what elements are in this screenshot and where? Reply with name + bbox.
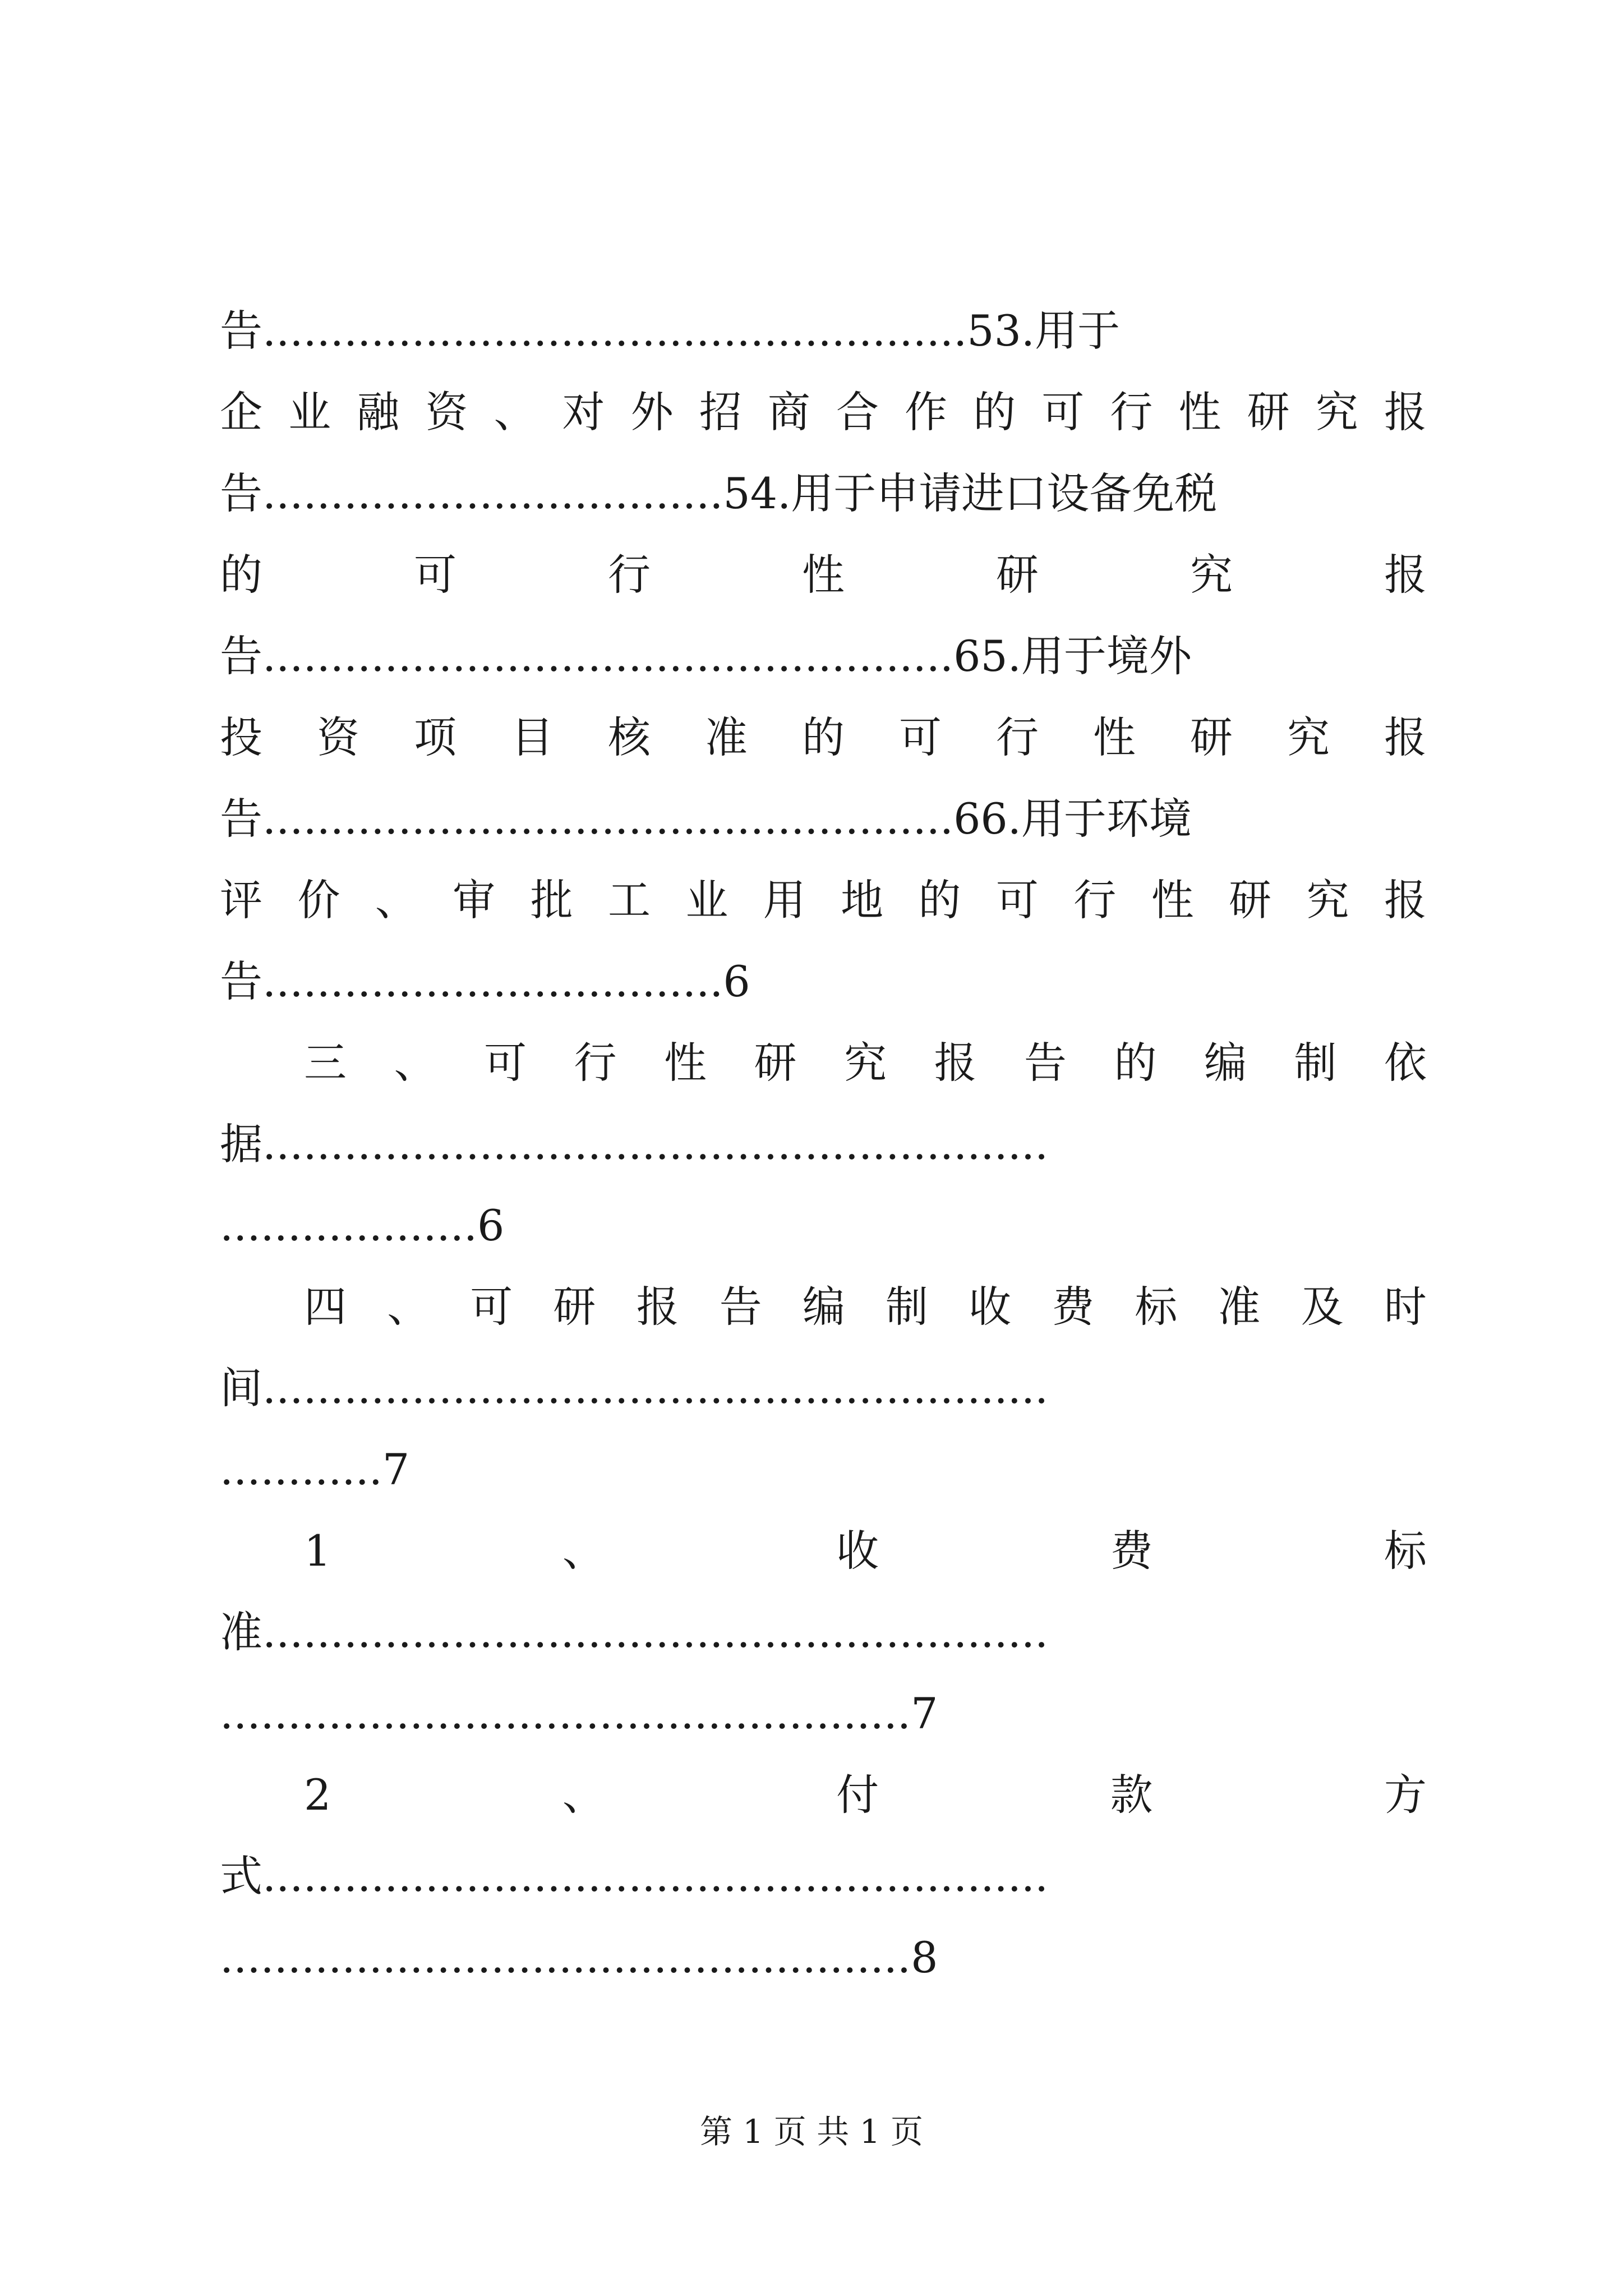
toc-char: 企	[220, 387, 262, 437]
toc-char: 性	[664, 1038, 707, 1088]
toc-char: 可	[899, 712, 942, 762]
toc-char: 标	[1135, 1282, 1178, 1332]
toc-char: 可	[414, 550, 457, 600]
toc-char: 付	[836, 1770, 879, 1820]
toc-char: 究	[844, 1038, 887, 1088]
toc-char: 行	[574, 1038, 617, 1088]
toc-char: 工	[607, 875, 651, 925]
toc-char: 业	[685, 875, 728, 925]
toc-char: 究	[1306, 875, 1349, 925]
toc-char: 款	[1110, 1770, 1153, 1820]
toc-char: 、	[562, 1770, 605, 1820]
toc-char: 业	[288, 387, 331, 437]
toc-line-12: ...................6	[220, 1200, 505, 1250]
toc-char: 性	[802, 550, 845, 600]
toc-char: 商	[767, 387, 810, 437]
toc-char: 报	[636, 1282, 679, 1332]
toc-char: 项	[414, 712, 457, 762]
toc-char: 、	[562, 1526, 605, 1576]
toc-char: 研	[1190, 712, 1233, 762]
toc-char: 报	[1384, 875, 1427, 925]
toc-char: 行	[608, 550, 651, 600]
toc-char: 性	[1093, 712, 1136, 762]
toc-char: 准	[705, 712, 748, 762]
toc-char: 报	[1384, 387, 1427, 437]
toc-char: 三	[304, 1038, 347, 1088]
toc-char: 的	[802, 712, 845, 762]
toc-char: 资	[425, 387, 468, 437]
toc-line-2	[220, 379, 1427, 446]
toc-line-7: 告...................................................66.用于环境	[220, 794, 1192, 844]
toc-char: 标	[1384, 1526, 1427, 1576]
toc-line-3: 告..................................54.用于申请进口设备免税	[220, 468, 1218, 518]
toc-char: 性	[1178, 387, 1221, 437]
toc-char: 的	[1114, 1038, 1157, 1088]
toc-char: 合	[836, 387, 879, 437]
toc-char: 研	[754, 1038, 797, 1088]
toc-char: 外	[630, 387, 674, 437]
toc-line-11: 据..........................................................	[220, 1119, 1049, 1169]
toc-char: 研	[996, 550, 1039, 600]
toc-char: 制	[885, 1282, 928, 1332]
toc-section-3-heading	[304, 1029, 1427, 1097]
toc-line-5: 告...................................................65.用于境外	[220, 631, 1192, 681]
toc-char: 的	[973, 387, 1016, 437]
toc-char: 可	[484, 1038, 527, 1088]
toc-char: 依	[1384, 1038, 1427, 1088]
toc-char: 费	[1052, 1282, 1095, 1332]
toc-char: 用	[763, 875, 806, 925]
toc-char: 告	[719, 1282, 762, 1332]
toc-char: 收	[836, 1526, 879, 1576]
toc-char: 作	[905, 387, 948, 437]
toc-char: 编	[802, 1282, 845, 1332]
toc-line-17: 准..........................................................	[220, 1607, 1049, 1657]
toc-char: 行	[996, 712, 1039, 762]
toc-line-1: 告....................................................53.用于	[220, 306, 1121, 356]
toc-char: 对	[562, 387, 605, 437]
toc-char: 1	[304, 1526, 331, 1576]
toc-char: 核	[608, 712, 651, 762]
toc-char: 地	[841, 875, 884, 925]
toc-char: 报	[1384, 712, 1427, 762]
toc-char: 可	[995, 875, 1039, 925]
toc-char: 批	[530, 875, 573, 925]
toc-char: 、	[494, 387, 537, 437]
toc-line-14: 间..........................................................	[220, 1363, 1049, 1413]
toc-char: 可	[1041, 387, 1085, 437]
toc-char: 准	[1218, 1282, 1261, 1332]
toc-char: 研	[1229, 875, 1272, 925]
toc-char: 行	[1073, 875, 1117, 925]
toc-line-4	[220, 541, 1427, 609]
toc-char: 究	[1287, 712, 1330, 762]
toc-char: 的	[220, 550, 262, 600]
toc-char: 告	[1024, 1038, 1067, 1088]
toc-char: 收	[969, 1282, 1012, 1332]
toc-section-4-heading	[304, 1273, 1427, 1341]
toc-char: 制	[1294, 1038, 1337, 1088]
toc-line-18: ...................................................7	[220, 1688, 938, 1738]
toc-char: 招	[699, 387, 742, 437]
toc-char: 审	[453, 875, 496, 925]
toc-char: 、	[387, 1282, 430, 1332]
toc-char: 可	[470, 1282, 513, 1332]
toc-char: 究	[1190, 550, 1233, 600]
toc-char: 融	[357, 387, 400, 437]
toc-char: 行	[1110, 387, 1153, 437]
toc-char: 及	[1301, 1282, 1344, 1332]
toc-char: 研	[553, 1282, 596, 1332]
toc-char: 费	[1110, 1526, 1153, 1576]
toc-line-21: ...................................................8	[220, 1932, 938, 1982]
toc-char: 四	[304, 1282, 347, 1332]
toc-line-6	[220, 704, 1427, 771]
toc-line-20: 式..........................................................	[220, 1851, 1049, 1901]
toc-char: 、	[394, 1038, 437, 1088]
toc-char: 究	[1315, 387, 1358, 437]
toc-char: 性	[1151, 875, 1194, 925]
toc-char: 2	[304, 1770, 331, 1820]
toc-char: 报	[1384, 550, 1427, 600]
toc-char: 评	[220, 875, 262, 925]
toc-line-8	[220, 867, 1427, 934]
toc-line-9: 告..................................6	[220, 956, 750, 1006]
toc-char: 资	[317, 712, 359, 762]
toc-line-15: ............7	[220, 1444, 410, 1494]
toc-char: 价	[297, 875, 340, 925]
toc-char: 报	[934, 1038, 977, 1088]
toc-subsection-1-heading	[304, 1517, 1427, 1585]
toc-char: 目	[511, 712, 554, 762]
toc-char: 研	[1247, 387, 1290, 437]
toc-char: 投	[220, 712, 262, 762]
page-footer: 第 1 页 共 1 页	[700, 2113, 923, 2151]
toc-subsection-2-heading	[304, 1761, 1427, 1829]
toc-char: 的	[918, 875, 961, 925]
toc-char: 方	[1384, 1770, 1427, 1820]
toc-char: 时	[1384, 1282, 1427, 1332]
toc-char: 编	[1204, 1038, 1247, 1088]
toc-char: 、	[375, 875, 418, 925]
